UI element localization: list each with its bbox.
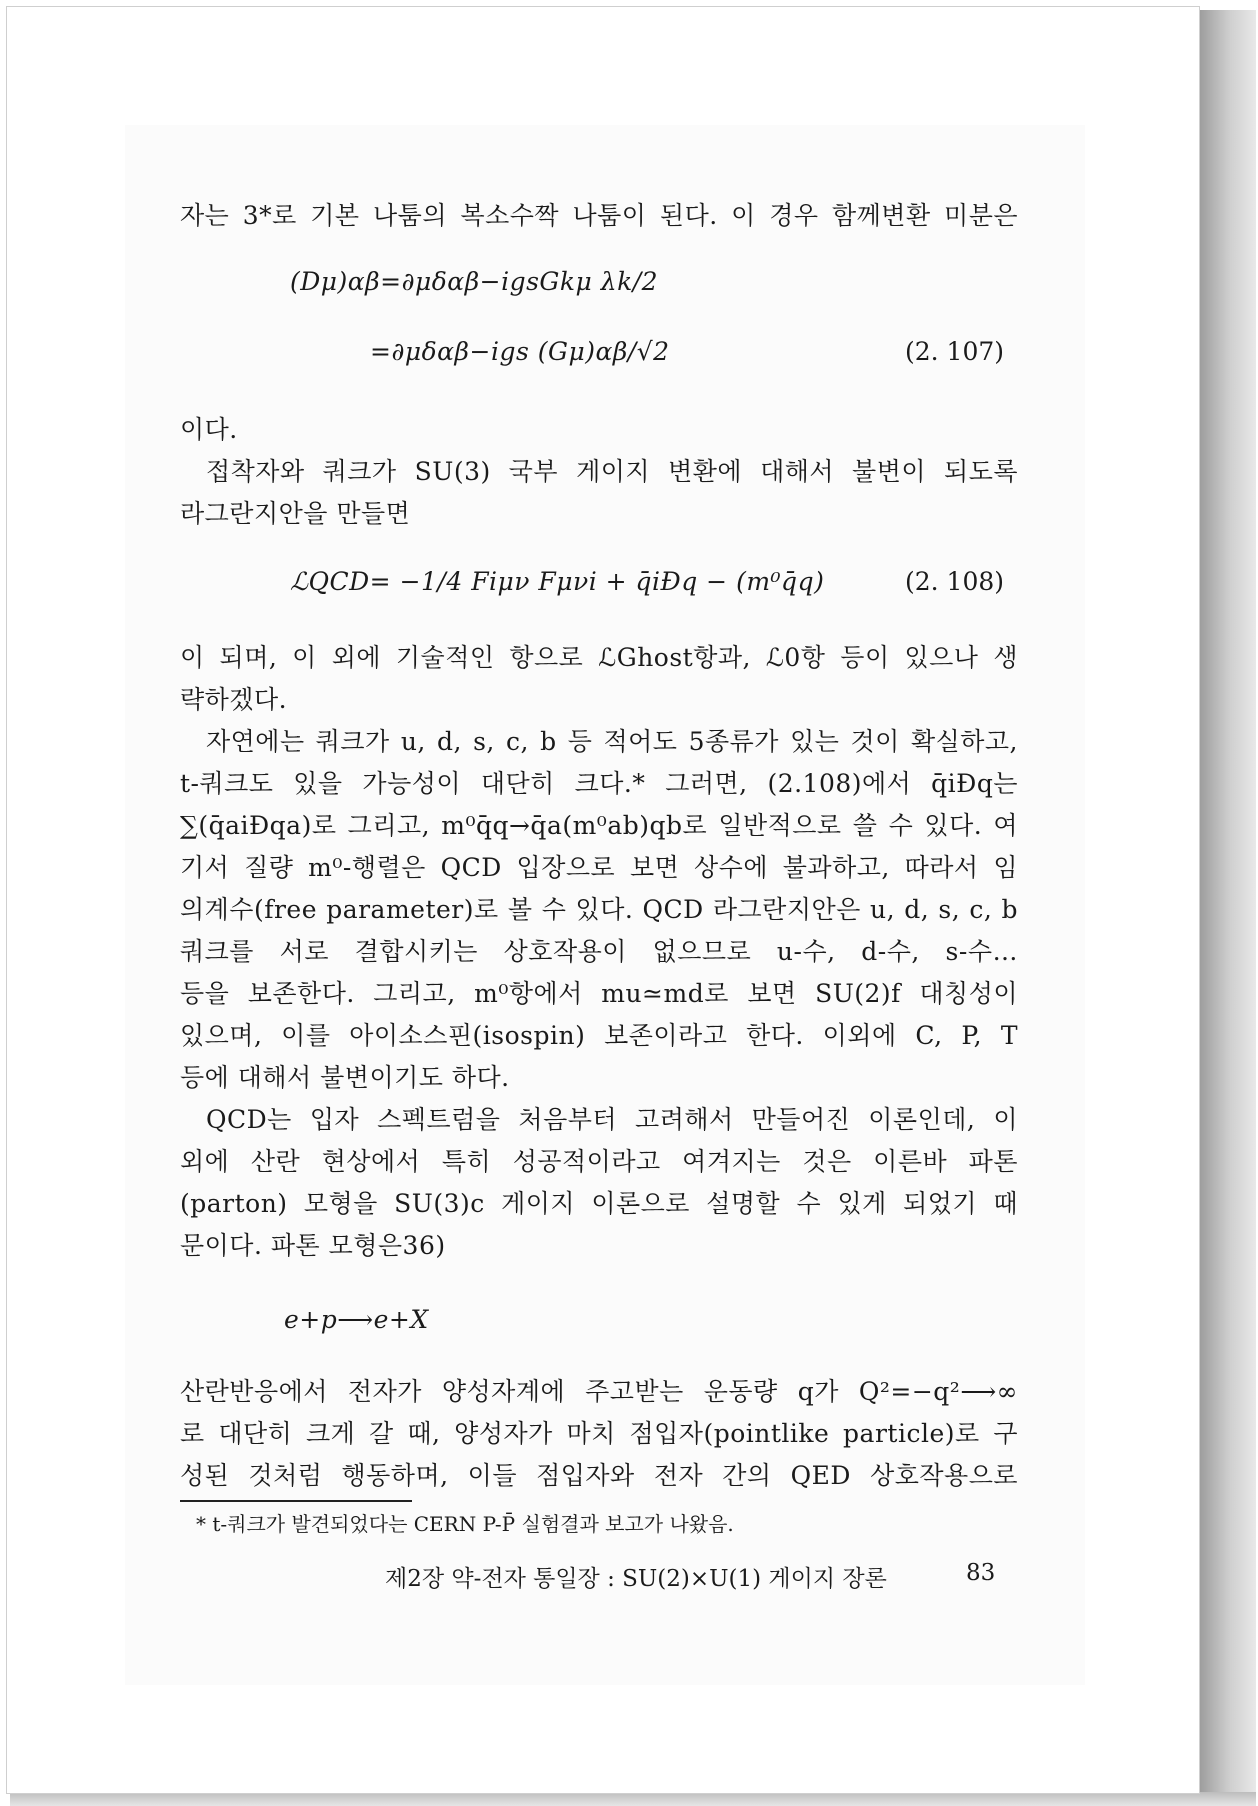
body-line-21: 로 대단히 크게 갈 때, 양성자가 마치 점입자(pointlike particle)로 구 (180, 1419, 1018, 1448)
page-bottom-shadow (10, 1792, 1256, 1806)
body-line-16: QCD는 입자 스펙트럼을 처음부터 고려해서 만들어진 이론인데, 이 (206, 1105, 1018, 1134)
equation-number-2-108: (2. 108) (905, 567, 1005, 596)
body-line-8: t-쿼크도 있을 가능성이 대단히 크다.* 그러면, (2.108)에서 q̄iÐq는 (180, 769, 1018, 798)
body-line-10: 기서 질량 m⁰-행렬은 QCD 입장으로 보면 상수에 불과하고, 따라서 임 (180, 853, 1018, 882)
footnote: * t-쿼크가 발견되었다는 CERN P-P̄ 실험결과 보고가 나왔음. (196, 1512, 734, 1536)
body-line-2: 이다. (180, 415, 238, 444)
body-line-17: 외에 산란 현상에서 특히 성공적이라고 여겨지는 것은 이른바 파톤 (180, 1147, 1018, 1176)
page-edge-shadow (1198, 10, 1256, 1802)
body-line-19: 문이다. 파톤 모형은36) (180, 1231, 446, 1260)
body-line-6: 략하겠다. (180, 685, 288, 714)
body-line-11: 의계수(free parameter)로 볼 수 있다. QCD 라그란지안은 u, d, s, c, b (180, 895, 1018, 924)
body-line-9: ∑(q̄aiÐqa)로 그리고, m⁰q̄q→q̄a(m⁰ab)qb로 일반적으로 쓸 수 있다. 여 (180, 811, 1018, 840)
body-line-7: 자연에는 쿼크가 u, d, s, c, b 등 적어도 5종류가 있는 것이 확실하고, (206, 727, 1018, 756)
page-number: 83 (966, 1560, 996, 1586)
equation-2-108: ℒQCD= −1/4 Fiμν Fμνi + q̄iÐq − (m⁰q̄q) (290, 567, 825, 596)
body-line-5: 이 되며, 이 외에 기술적인 항으로 ℒGhost항과, ℒ0항 등이 있으나 생 (180, 643, 1018, 672)
body-line-13: 등을 보존한다. 그리고, m⁰항에서 mu≃md로 보면 SU(2)f 대칭성이 (180, 979, 1018, 1008)
body-line-22: 성된 것처럼 행동하며, 이들 점입자와 전자 간의 QED 상호작용으로 (180, 1461, 1018, 1490)
body-line-18: (parton) 모형을 SU(3)c 게이지 이론으로 설명할 수 있게 되었기 때 (180, 1189, 1018, 1218)
equation-2-107-line-2: =∂μδαβ−igs (Gμ)αβ/√2 (370, 337, 670, 366)
equation-2-107-line-1: (Dμ)αβ=∂μδαβ−igsGkμ λk/2 (290, 267, 659, 296)
reaction-equation: e+p⟶e+X (284, 1305, 429, 1334)
body-line-12: 쿼크를 서로 결합시키는 상호작용이 없으므로 u-수, d-수, s-수… (180, 937, 1018, 966)
body-line-4: 라그란지안을 만들면 (180, 499, 411, 528)
body-line-20: 산란반응에서 전자가 양성자계에 주고받는 운동량 q가 Q²=−q²⟶∞ (180, 1377, 1018, 1406)
body-line-14: 있으며, 이를 아이소스핀(isospin) 보존이라고 한다. 이외에 C, P, T (180, 1021, 1018, 1050)
footnote-rule (180, 1500, 412, 1502)
equation-number-2-107: (2. 107) (905, 337, 1005, 366)
body-line-1: 자는 3*로 기본 나툼의 복소수짝 나툼이 된다. 이 경우 함께변환 미분은 (180, 201, 1018, 230)
running-footer-title: 제2장 약-전자 통일장 : SU(2)×U(1) 게이지 장론 (385, 1566, 887, 1592)
body-line-3: 접착자와 쿼크가 SU(3) 국부 게이지 변환에 대해서 불변이 되도록 (206, 457, 1018, 486)
body-line-15: 등에 대해서 불변이기도 하다. (180, 1063, 510, 1092)
